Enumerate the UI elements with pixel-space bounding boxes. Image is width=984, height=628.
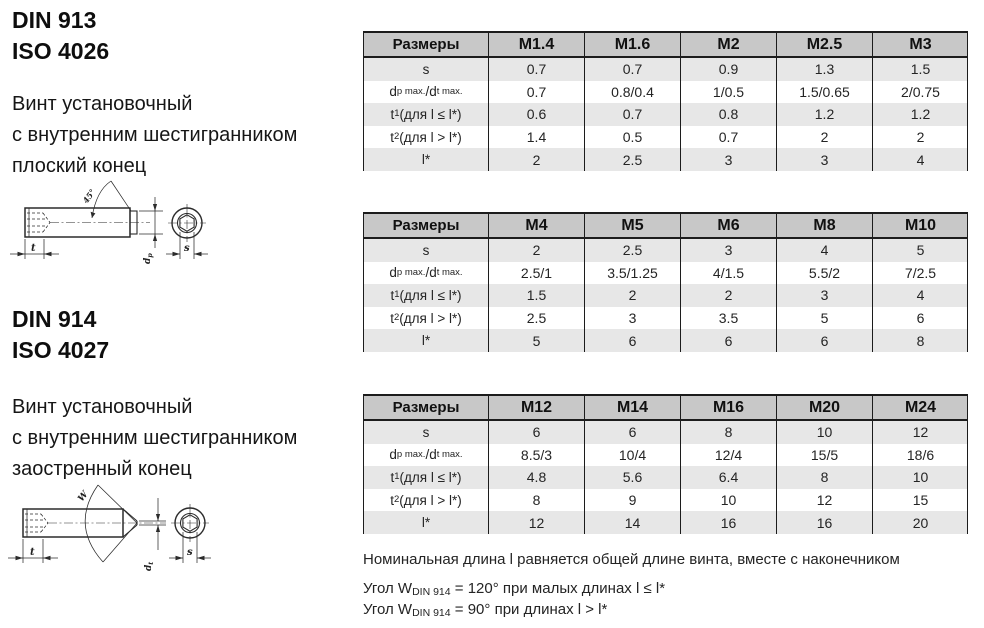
description-line: с внутренним шестигранником: [12, 124, 298, 146]
table-row: [364, 262, 967, 285]
standard-iso-4026: ISO 4026: [12, 38, 110, 64]
table-header-cell: M12: [488, 396, 584, 419]
row-label-cell: t 2 (для l > l*): [390, 492, 462, 508]
value-cell: 2.5: [584, 148, 680, 171]
value-cell: 6: [872, 307, 968, 330]
description-line: плоский конец: [12, 155, 147, 177]
value-cell: 0.7: [488, 58, 584, 81]
table-row: [364, 511, 967, 534]
value-cell: 12: [776, 489, 872, 512]
value-cell: 2.5: [488, 307, 584, 330]
value-cell: 6: [776, 329, 872, 352]
table-header-cell: M4: [488, 214, 584, 237]
row-label-cell: l*: [421, 333, 431, 349]
table-row: [364, 81, 967, 104]
point-diameter-label: $d_p$: [143, 253, 154, 264]
description-line: Винт установочный: [12, 396, 193, 418]
row-label-cell: t 2 (для l > l*): [390, 310, 462, 326]
table-header-cell: M16: [680, 396, 776, 419]
value-cell: 5: [776, 307, 872, 330]
value-cell: 12/4: [680, 444, 776, 467]
depth-label: t: [31, 243, 36, 254]
flat-point-set-screw-drawing: [0, 165, 230, 277]
value-cell: 5.6: [584, 466, 680, 489]
table-row: [364, 58, 967, 81]
table-row: [364, 489, 967, 512]
note-angle-90: Угол $W_{DIN 914} = 90^\circ$ при длинах l > l*: [363, 601, 608, 619]
tip-diameter-dimension: [139, 498, 166, 571]
value-cell: 3.5/1.25: [584, 262, 680, 285]
value-cell: 4: [872, 148, 968, 171]
value-cell: 2: [776, 126, 872, 149]
value-cell: 10: [872, 466, 968, 489]
row-label-cell: t 1 (для l ≤ l*): [390, 287, 462, 303]
value-cell: 2: [488, 148, 584, 171]
value-cell: 14: [584, 511, 680, 534]
chamfer-angle-callout: [80, 181, 131, 218]
value-cell: 0.5: [584, 126, 680, 149]
dimension-tables: [363, 31, 969, 534]
value-cell: 1/0.5: [680, 81, 776, 104]
table-header-cell: M10: [872, 214, 968, 237]
table-row: [364, 284, 967, 307]
point-diameter-dimension: [139, 197, 163, 264]
table-row: [364, 466, 967, 489]
tip-diameter-label: $d_t$: [144, 561, 155, 571]
table-header-cell: M1.4: [488, 33, 584, 56]
standards-block-din913: [12, 5, 109, 67]
value-cell: 2/0.75: [872, 81, 968, 104]
value-cell: 2.5: [584, 239, 680, 262]
value-cell: 10: [680, 489, 776, 512]
value-cell: 1.3: [776, 58, 872, 81]
standard-din-913: DIN 913: [12, 7, 97, 33]
hex-size-label: s: [187, 547, 193, 558]
value-cell: 1.2: [776, 103, 872, 126]
table-header-cell: Размеры: [392, 217, 460, 234]
value-cell: 4: [776, 239, 872, 262]
angle-label: W: [76, 489, 91, 504]
table-header-cell: M2.5: [776, 33, 872, 56]
value-cell: 20: [872, 511, 968, 534]
end-view: [171, 504, 209, 542]
value-cell: 0.7: [584, 103, 680, 126]
row-label-cell: s: [422, 61, 430, 77]
row-label-cell: t 1 (для l ≤ l*): [390, 469, 462, 485]
row-label-cell: s: [422, 424, 430, 440]
table-header-cell: M14: [584, 396, 680, 419]
description-line: Винт установочный: [12, 93, 193, 115]
row-label-cell: d p max. /d t max.: [389, 447, 463, 463]
row-label-cell: s: [422, 242, 430, 258]
value-cell: 4/1.5: [680, 262, 776, 285]
value-cell: 2.5/1: [488, 262, 584, 285]
size-table: [363, 394, 968, 534]
cone-point-set-screw-drawing: [0, 470, 240, 595]
value-cell: 2: [872, 126, 968, 149]
value-cell: 16: [776, 511, 872, 534]
value-cell: 0.6: [488, 103, 584, 126]
table-row: [364, 239, 967, 262]
value-cell: 12: [872, 421, 968, 444]
cone-angle-callout: [76, 485, 137, 562]
value-cell: 8: [488, 489, 584, 512]
value-cell: 15: [872, 489, 968, 512]
value-cell: 4: [872, 284, 968, 307]
value-cell: 0.7: [488, 81, 584, 104]
table-header-cell: M8: [776, 214, 872, 237]
table-row: [364, 103, 967, 126]
table-header-cell: Размеры: [392, 36, 460, 53]
description-line: заостренный конец: [12, 458, 192, 480]
value-cell: 16: [680, 511, 776, 534]
row-label-cell: d p max. /d t max.: [389, 84, 463, 100]
value-cell: 3.5: [680, 307, 776, 330]
note-angle-120: Угол $W_{DIN 914} = 120^\circ$ при малых длинах l ≤ l*: [363, 580, 666, 598]
value-cell: 6.4: [680, 466, 776, 489]
value-cell: 0.9: [680, 58, 776, 81]
value-cell: 1.4: [488, 126, 584, 149]
table-header-row: [364, 214, 967, 239]
value-cell: 5: [488, 329, 584, 352]
angle-label: 45°: [80, 187, 98, 206]
value-cell: 0.7: [584, 58, 680, 81]
value-cell: 6: [584, 421, 680, 444]
value-cell: 6: [584, 329, 680, 352]
standard-din-914: DIN 914: [12, 306, 97, 332]
standards-block-din914: [12, 304, 109, 366]
value-cell: 9: [584, 489, 680, 512]
value-cell: 3: [584, 307, 680, 330]
value-cell: 3: [680, 148, 776, 171]
standard-iso-4027: ISO 4027: [12, 337, 110, 363]
value-cell: 2: [488, 239, 584, 262]
value-cell: 8.5/3: [488, 444, 584, 467]
value-cell: 5: [872, 239, 968, 262]
table-header-row: [364, 33, 967, 58]
table-row: [364, 329, 967, 352]
row-label-cell: l*: [421, 515, 431, 531]
note-nominal-length: Номинальная длина l равняется общей длине винта, вместе с наконечником: [363, 551, 900, 568]
value-cell: 0.8/0.4: [584, 81, 680, 104]
hex-socket-hidden-lines: [25, 514, 48, 532]
end-view: [168, 204, 206, 242]
value-cell: 8: [872, 329, 968, 352]
value-cell: 6: [680, 329, 776, 352]
value-cell: 3: [776, 284, 872, 307]
value-cell: 2: [680, 284, 776, 307]
value-cell: 1.5: [488, 284, 584, 307]
table-header-cell: M24: [872, 396, 968, 419]
table-header-cell: M3: [872, 33, 968, 56]
value-cell: 7/2.5: [872, 262, 968, 285]
value-cell: 8: [680, 421, 776, 444]
value-cell: 0.8: [680, 103, 776, 126]
row-label-cell: d p max. /d t max.: [389, 265, 463, 281]
table-row: [364, 444, 967, 467]
value-cell: 12: [488, 511, 584, 534]
value-cell: 6: [488, 421, 584, 444]
table-header-cell: M2: [680, 33, 776, 56]
table-header-cell: M20: [776, 396, 872, 419]
socket-depth-dimension: [10, 239, 59, 259]
value-cell: 18/6: [872, 444, 968, 467]
socket-depth-dimension: [8, 539, 58, 563]
value-cell: 4.8: [488, 466, 584, 489]
table-row: [364, 126, 967, 149]
value-cell: 1.2: [872, 103, 968, 126]
value-cell: 0.7: [680, 126, 776, 149]
value-cell: 3: [776, 148, 872, 171]
table-row: [364, 148, 967, 171]
row-label-cell: t 2 (для l > l*): [390, 129, 462, 145]
value-cell: 10: [776, 421, 872, 444]
size-table: [363, 212, 968, 352]
table-header-cell: M5: [584, 214, 680, 237]
value-cell: 2: [584, 284, 680, 307]
table-header-cell: M1.6: [584, 33, 680, 56]
row-label-cell: t 1 (для l ≤ l*): [390, 106, 462, 122]
row-label-cell: l*: [421, 152, 431, 168]
table-row: [364, 307, 967, 330]
table-header-cell: M6: [680, 214, 776, 237]
value-cell: 1.5/0.65: [776, 81, 872, 104]
description-line: с внутренним шестигранником: [12, 427, 298, 449]
table-header-row: [364, 396, 967, 421]
hex-socket-hidden-lines: [27, 213, 50, 232]
value-cell: 1.5: [872, 58, 968, 81]
value-cell: 3: [680, 239, 776, 262]
table-row: [364, 421, 967, 444]
value-cell: 8: [776, 466, 872, 489]
hex-size-label: s: [184, 243, 190, 254]
value-cell: 10/4: [584, 444, 680, 467]
table-header-cell: Размеры: [392, 399, 460, 416]
size-table: [363, 31, 968, 171]
value-cell: 15/5: [776, 444, 872, 467]
value-cell: 5.5/2: [776, 262, 872, 285]
depth-label: t: [30, 547, 35, 558]
